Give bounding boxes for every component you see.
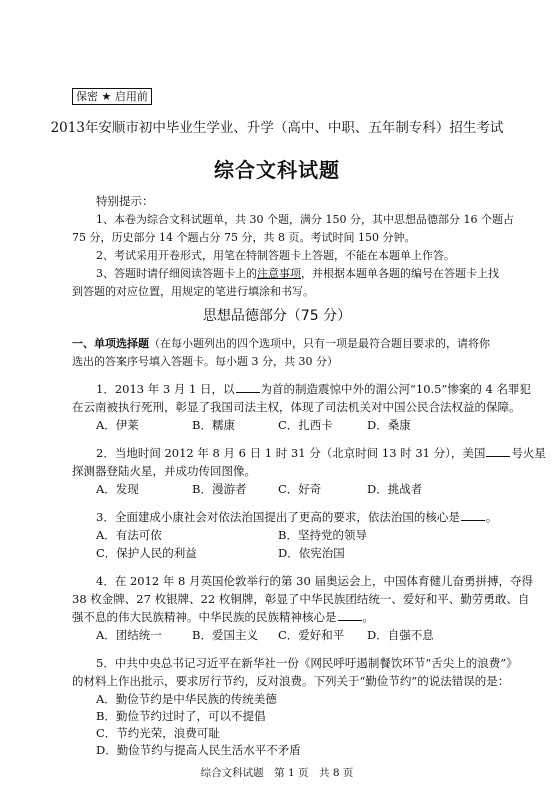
q4-option-a: A．团结统一 <box>96 628 162 642</box>
question-5-line-1: 5．中共中央总书记习近平在新华社一份《网民呼吁遏制餐饮环节“舌尖上的浪费”》 <box>96 656 518 670</box>
q2-option-b: B．漫游者 <box>192 482 247 496</box>
answer-blank <box>486 445 510 457</box>
part-desc-2: 选出的答案序号填入答题卡。每小题 3 分，共 30 分） <box>72 355 338 368</box>
question-5-line-2: 的材料上作出批示，要求厉行节约，反对浪费。下列关于“勤俭节约”的说法错误的是： <box>72 674 510 688</box>
q5-option-c: C．节约光荣，浪费可耻 <box>96 726 220 740</box>
question-1-line-2: 在云南被执行死刑，彰显了我国司法主权，体现了司法机关对中国公民合法权益的保障。 <box>72 400 521 414</box>
q3-option-a: A．有法可依 <box>96 528 162 542</box>
q1-option-d: D．桑康 <box>367 418 411 432</box>
question-text: 强不息的伟大民族精神。中华民族的民族精神核心是 <box>72 610 337 624</box>
notice-heading: 特别提示： <box>96 194 154 208</box>
exam-title: 2013年安顺市初中毕业生学业、升学（高中、中职、五年制专科）招生考试 <box>50 120 504 136</box>
q4-option-d: D．自强不息 <box>367 628 434 642</box>
question-4-line-1: 4．在 2012 年 8 月英国伦敦举行的第 30 届奥运会上，中国体育健儿奋勇拼搏，夺得 <box>96 574 533 588</box>
q1-option-c: C．扎西卡 <box>278 418 333 432</box>
q1-option-a: A．伊莱 <box>96 418 139 432</box>
q1-option-b: B．糯康 <box>192 418 235 432</box>
question-4-line-3 <box>72 609 374 625</box>
notice-text: ，并根据本题单各题的编号在答题卡上找 <box>301 267 499 280</box>
notice-line-3a <box>96 265 499 281</box>
question-1-line-1 <box>96 381 531 397</box>
question-3-line-1 <box>96 509 497 525</box>
answer-blank <box>461 509 485 521</box>
notice-text: 3、答题时请仔细阅读答题卡上的 <box>96 267 257 280</box>
q4-option-b: B．爱国主义 <box>192 628 258 642</box>
question-text: 。 <box>485 510 498 524</box>
answer-blank <box>236 381 260 393</box>
notice-line-3b: 到答题的对应位置，用规定的笔进行填涂和书写。 <box>72 285 314 298</box>
q3-option-b: B．坚持党的领导 <box>278 528 367 542</box>
notice-attention-link: 注意事项 <box>257 267 301 280</box>
notice-line-1a: 1、本卷为综合文科试题单，共 30 个题，满分 150 分，其中思想品德部分 16 个题占 <box>96 213 514 226</box>
question-text: 号火星 <box>511 446 546 460</box>
subject-title: 综合文科试题 <box>214 158 340 182</box>
q3-option-c: C．保护人民的利益 <box>96 546 197 560</box>
notice-line-2: 2、考试采用开卷形式，用笔在特制答题卡上答题，不能在本题单上作答。 <box>96 249 455 262</box>
q5-option-a: A．勤俭节约是中华民族的传统美德 <box>96 692 277 706</box>
question-text: 3．全面建成小康社会对依法治国提出了更高的要求，依法治国的核心是 <box>96 510 460 524</box>
q2-option-d: D．挑战者 <box>367 482 423 496</box>
part-desc: （在每小题列出的四个选项中，只有一项是最符合题目要求的，请将你 <box>149 337 490 350</box>
question-2-line-1 <box>96 445 546 461</box>
question-text: 。 <box>362 610 374 624</box>
answer-blank <box>338 609 362 621</box>
question-4-line-2: 38 枚金牌、27 枚银牌、22 枚铜牌，彰显了中华民族团结统一、爱好和平、勤劳勇敢、自 <box>72 592 530 606</box>
page-footer: 综合文科试题 第 1 页 共 8 页 <box>200 767 354 779</box>
notice-line-1b: 75 分，历史部分 14 个题占分 75 分，共 8 页。考试时间 150 分钟。 <box>72 231 416 244</box>
question-text: 1．2013 年 3 月 1 日，以 <box>96 382 235 396</box>
section-title: 思想品德部分（75 分） <box>202 308 352 324</box>
question-2-line-2: 探测器登陆火星，并成功传回图像。 <box>72 464 256 478</box>
confidential-label: 保密 ★ 启用前 <box>72 88 152 105</box>
question-text: 为首的制造震惊中外的湄公河“10.5”惨案的 4 名罪犯 <box>260 382 531 396</box>
part-heading-line <box>72 335 490 351</box>
part-heading: 一、单项选择题 <box>72 337 149 350</box>
q3-option-d: D．依宪治国 <box>278 546 345 560</box>
q5-option-b: B．勤俭节约过时了，可以不提倡 <box>96 709 266 723</box>
q2-option-a: A．发现 <box>96 482 139 496</box>
q5-option-d: D．勤俭节约与提高人民生活水平不矛盾 <box>96 743 301 757</box>
q4-option-c: C．爱好和平 <box>278 628 345 642</box>
q2-option-c: C．好奇 <box>278 482 322 496</box>
question-text: 2．当地时间 2012 年 8 月 6 日 1 时 31 分（北京时间 13 时 31 分），美国 <box>96 446 486 460</box>
